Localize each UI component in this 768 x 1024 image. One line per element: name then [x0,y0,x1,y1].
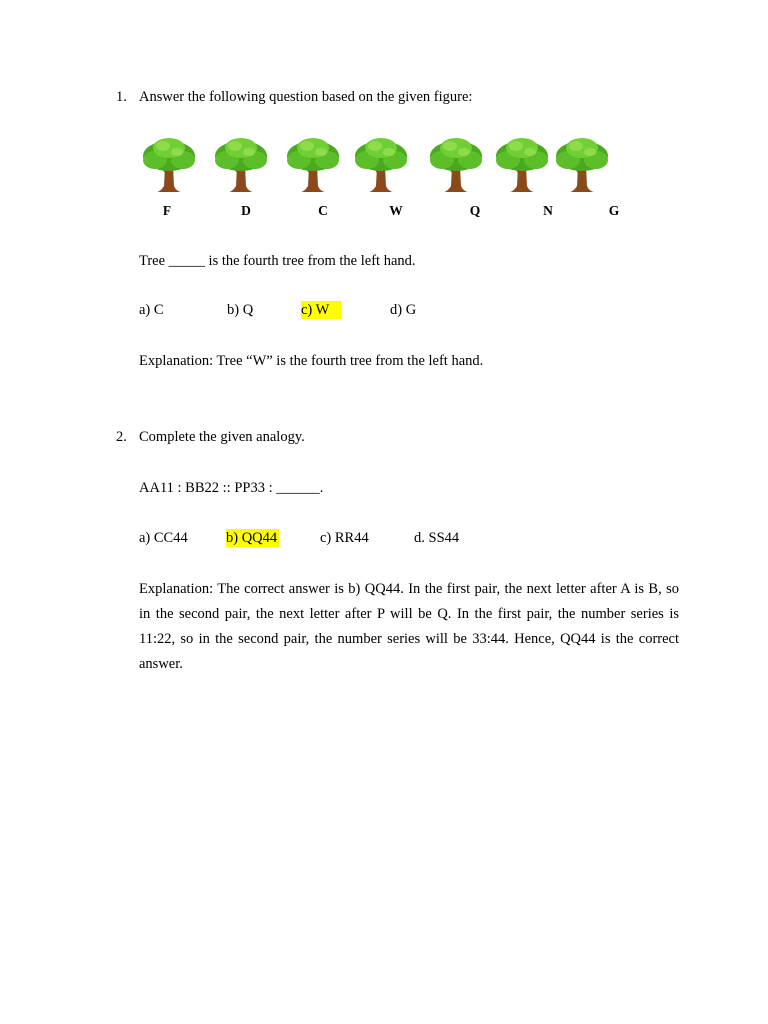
q2-option-d: d. SS44 [414,530,460,546]
tree-icon [141,136,197,194]
question-2-explanation: Explanation: The correct answer is b) QQ44. In the first pair, the next letter after A is B, so in the second pair, the next letter after P will be Q. In the first pair, the number series is 11:22, so in the second pair, the number series will be 33:44. Hence, QQ44 is the correct answer. [139,581,679,672]
tree-icon [494,136,550,194]
tree-icon [285,136,341,194]
tree-label-d: D [241,203,251,218]
question-2-text: Complete the given analogy. [139,429,305,445]
q1-option-c-correct: c) W [301,301,341,319]
question-1-prompt: Tree _____ is the fourth tree from the left hand. [139,253,416,269]
tree-icon [213,136,269,194]
q2-option-b-correct: b) QQ44 [226,530,278,546]
tree-label-c: C [318,203,328,218]
tree-label-g: G [608,203,620,218]
tree-label-f: F [162,203,172,218]
q2-option-c: c) RR44 [320,530,369,546]
tree-label-w: W [389,203,403,218]
tree-label-q: Q [469,203,481,218]
tree-icon [428,136,484,194]
q2-option-a: a) CC44 [139,530,188,546]
question-2-analogy: AA11 : BB22 :: PP33 : ______. [139,480,324,496]
question-1-text: Answer the following question based on the given figure: [139,89,473,105]
question-1-number: 1. [116,89,127,105]
tree-icon [554,136,610,194]
q1-option-b: b) Q [227,302,254,318]
q1-option-a: a) C [139,302,164,318]
tree-label-n: N [543,203,553,218]
tree-icon [353,136,409,194]
question-2-number: 2. [116,429,127,445]
q1-option-d: d) G [390,302,417,318]
question-1-explanation: Explanation: Tree “W” is the fourth tree from the left hand. [139,353,484,369]
